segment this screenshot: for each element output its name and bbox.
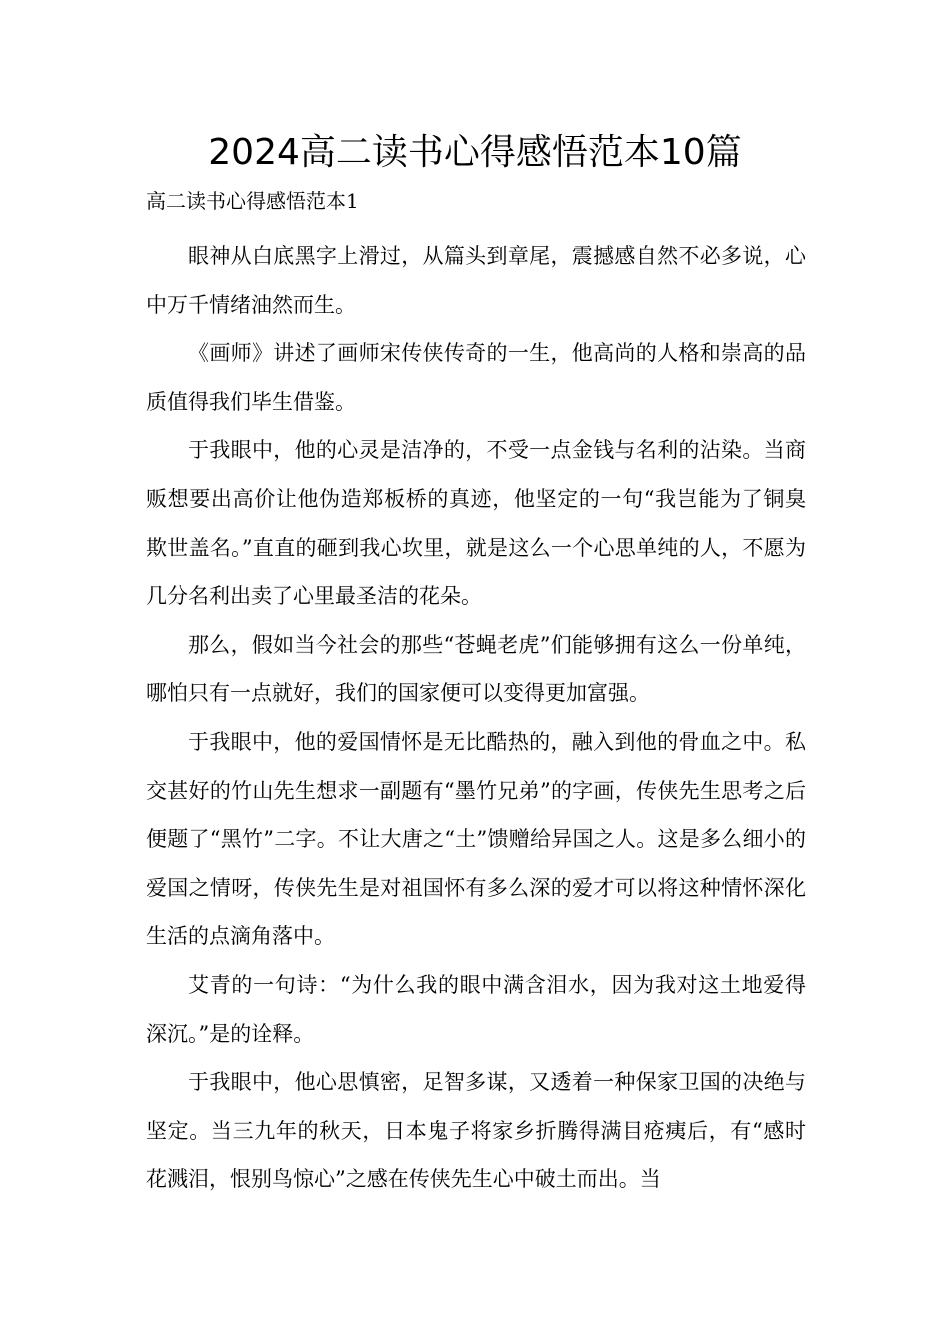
paragraph: 于我眼中，他的爱国情怀是无比酷热的，融入到他的骨血之中。私交甚好的竹山先生想求一副题有“墨竹兄弟”的字画，传侠先生思考之后便题了“黑竹”二字。不让大唐之“土”馈赠给异国之人。这是多么细小的爱国之情呀，传侠先生是对祖国怀有多么深的爱才可以将这种情怀深化生活的点滴角落中。 <box>146 729 806 949</box>
paragraph: 眼神从白底黑字上滑过，从篇头到章尾，震撼感自然不必多说，心中万千情绪油然而生。 <box>146 244 806 317</box>
section-heading: 高二读书心得感悟范本1 <box>146 189 359 213</box>
document-title: 2024高二读书心得感悟范本10篇 <box>208 132 742 173</box>
paragraph: 《画师》讲述了画师宋传侠传奇的一生，他高尚的人格和崇高的品质值得我们毕生借鉴。 <box>146 341 806 414</box>
document-body <box>146 232 806 1204</box>
paragraph: 那么，假如当今社会的那些“苍蝇老虎”们能够拥有这么一份单纯，哪怕只有一点就好，我们的国家便可以变得更加富强。 <box>146 632 806 706</box>
paragraph: 艾青的一句诗：“为什么我的眼中满含泪水，因为我对这土地爱得深沉。”是的诠释。 <box>146 972 806 1046</box>
paragraph: 于我眼中，他心思慎密，足智多谋，又透着一种保家卫国的决绝与坚定。当三九年的秋天，日本鬼子将家乡折腾得满目疮痍后，有“感时花溅泪，恨别鸟惊心”之感在传侠先生心中破土而出。当 <box>146 1070 806 1192</box>
paragraph: 于我眼中，他的心灵是洁净的，不受一点金钱与名利的沾染。当商贩想要出高价让他伪造郑板桥的真迹，他坚定的一句“我岂能为了铜臭欺世盖名。”直直的砸到我心坎里，就是这么一个心思单纯的人，不愿为几分名利出卖了心里最圣洁的花朵。 <box>146 438 806 609</box>
